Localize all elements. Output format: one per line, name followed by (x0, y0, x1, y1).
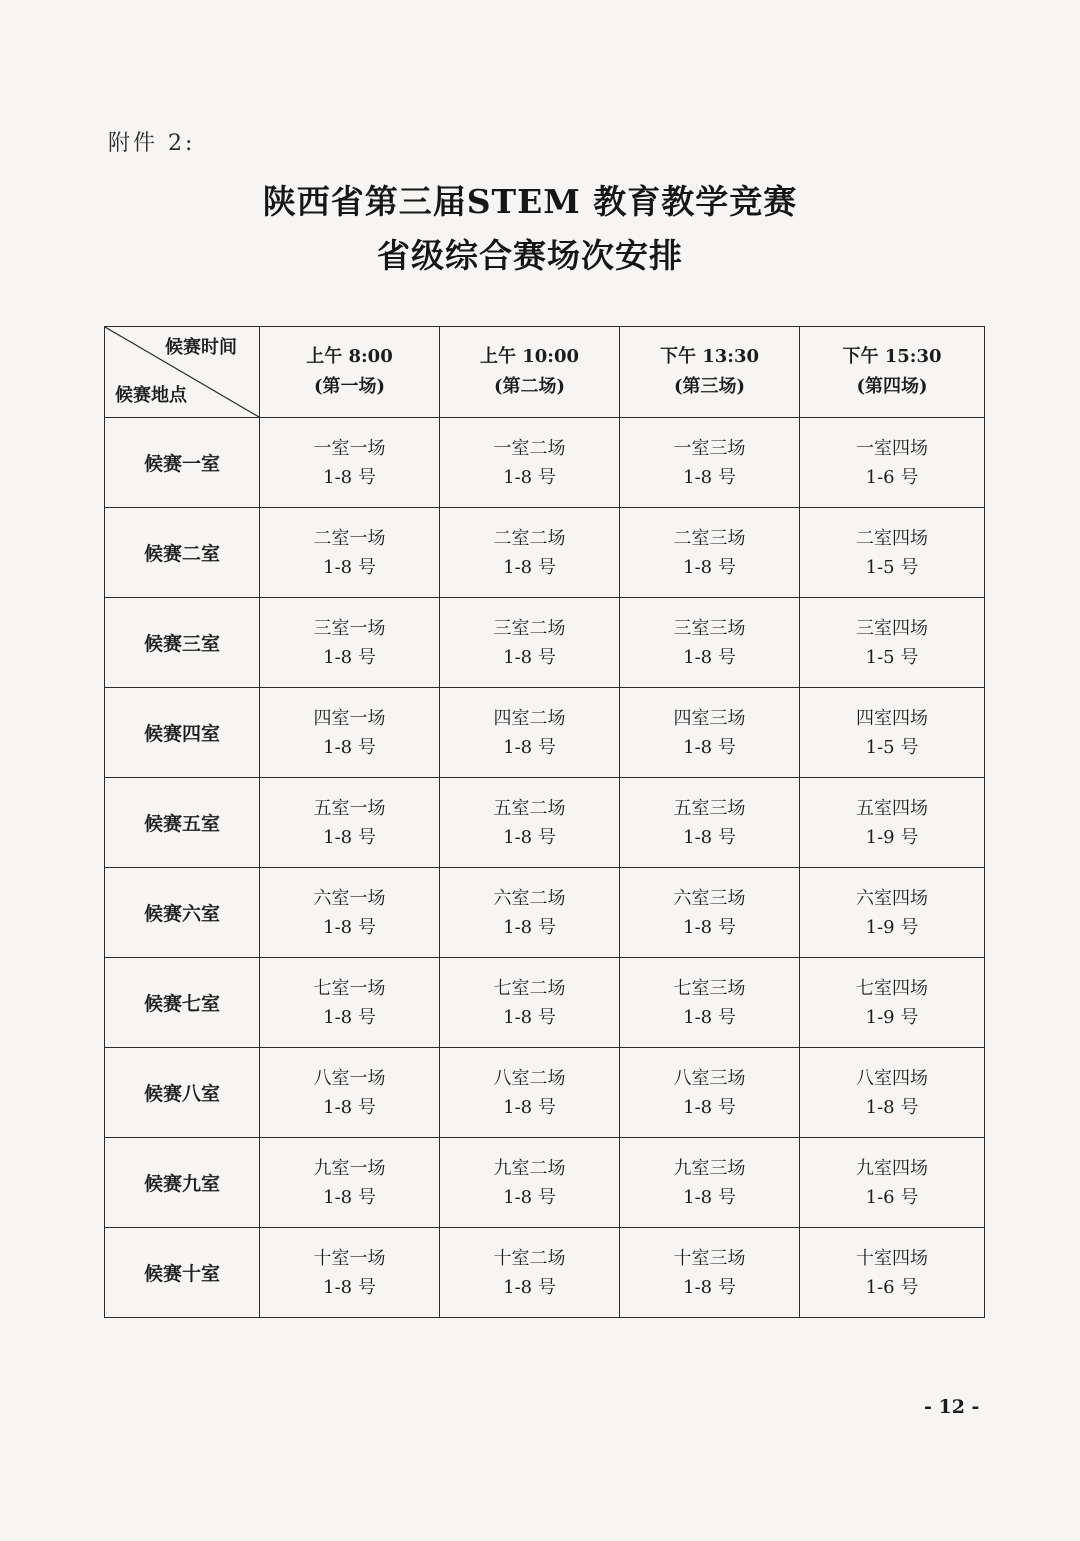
room-label: 候赛八室 (105, 1048, 260, 1138)
session-name: 十室四场 (856, 1247, 928, 1269)
session-name: 八室三场 (673, 1067, 746, 1089)
session-name: 七室一场 (313, 977, 386, 999)
number-range: 1-8 号 (683, 646, 736, 668)
schedule-cell (800, 1048, 985, 1138)
number-range: 1-8 号 (683, 466, 736, 488)
column-time: 下午 13:30 (659, 346, 759, 367)
table-row (105, 868, 985, 958)
table-row (105, 958, 985, 1048)
session-name: 七室三场 (673, 977, 746, 999)
schedule-cell (440, 418, 620, 508)
page-number: - 12 - (924, 1396, 980, 1418)
table-row (105, 778, 985, 868)
session-name: 二室二场 (493, 527, 566, 549)
column-session: (第二场) (493, 376, 566, 397)
attachment-label: 附件 2: (108, 131, 196, 156)
session-name: 八室四场 (856, 1067, 928, 1089)
column-session: (第四场) (856, 376, 928, 397)
schedule-cell (620, 598, 800, 688)
number-range: 1-8 号 (503, 916, 556, 938)
schedule-table (104, 326, 985, 1318)
number-range: 1-8 号 (323, 1276, 376, 1298)
schedule-cell (440, 508, 620, 598)
table-row (105, 1228, 985, 1318)
session-name: 一室三场 (673, 437, 746, 459)
schedule-cell (620, 1138, 800, 1228)
schedule-cell (800, 868, 985, 958)
session-name: 五室二场 (493, 797, 566, 819)
column-header (800, 327, 985, 418)
schedule-cell (260, 688, 440, 778)
column-session: (第一场) (313, 376, 386, 397)
number-range: 1-8 号 (503, 646, 556, 668)
schedule-cell (620, 868, 800, 958)
column-time: 下午 15:30 (842, 346, 942, 367)
room-label: 候赛五室 (105, 778, 260, 868)
session-name: 八室二场 (493, 1067, 566, 1089)
schedule-cell (260, 778, 440, 868)
session-name: 二室四场 (856, 527, 928, 549)
schedule-cell (260, 1228, 440, 1318)
session-name: 九室二场 (493, 1157, 566, 1179)
number-range: 1-8 号 (503, 1006, 556, 1028)
session-name: 三室三场 (673, 617, 746, 639)
schedule-cell (440, 1228, 620, 1318)
corner-time-label: 候赛时间 (165, 337, 237, 358)
session-name: 五室四场 (856, 797, 928, 819)
room-label: 候赛四室 (105, 688, 260, 778)
schedule-cell (440, 1138, 620, 1228)
schedule-cell (440, 1048, 620, 1138)
session-name: 一室二场 (493, 437, 566, 459)
schedule-cell (620, 418, 800, 508)
session-name: 四室一场 (313, 707, 386, 729)
schedule-cell (620, 1228, 800, 1318)
schedule-cell (800, 598, 985, 688)
room-label: 候赛七室 (105, 958, 260, 1048)
number-range: 1-8 号 (503, 1186, 556, 1208)
session-name: 九室三场 (673, 1157, 746, 1179)
session-name: 四室二场 (493, 707, 566, 729)
number-range: 1-8 号 (683, 1186, 736, 1208)
session-name: 五室一场 (313, 797, 386, 819)
session-name: 七室二场 (493, 977, 566, 999)
room-label: 候赛十室 (105, 1228, 260, 1318)
session-name: 六室四场 (856, 887, 928, 909)
session-name: 七室四场 (856, 977, 928, 999)
number-range: 1-8 号 (683, 1096, 736, 1118)
table-row (105, 508, 985, 598)
session-name: 十室三场 (673, 1247, 746, 1269)
number-range: 1-8 号 (323, 646, 376, 668)
schedule-cell (260, 508, 440, 598)
column-time: 上午 8:00 (306, 346, 393, 367)
number-range: 1-8 号 (865, 1096, 919, 1118)
session-name: 十室一场 (313, 1247, 386, 1269)
session-name: 十室二场 (493, 1247, 566, 1269)
room-label: 候赛一室 (105, 418, 260, 508)
number-range: 1-9 号 (865, 1006, 919, 1028)
session-name: 五室三场 (673, 797, 746, 819)
corner-header-cell (105, 327, 260, 418)
number-range: 1-5 号 (865, 736, 919, 758)
number-range: 1-8 号 (503, 556, 556, 578)
schedule-cell (800, 508, 985, 598)
number-range: 1-6 号 (865, 1186, 919, 1208)
number-range: 1-8 号 (323, 736, 376, 758)
schedule-cell (260, 598, 440, 688)
session-name: 四室三场 (673, 707, 746, 729)
schedule-cell (260, 958, 440, 1048)
number-range: 1-8 号 (683, 1006, 736, 1028)
column-header (260, 327, 440, 418)
number-range: 1-6 号 (865, 466, 919, 488)
schedule-cell (800, 418, 985, 508)
schedule-cell (800, 778, 985, 868)
schedule-cell (620, 1048, 800, 1138)
document-title: 陕西省第三届STEM 教育教学竞赛 (262, 182, 798, 221)
session-name: 三室一场 (313, 617, 386, 639)
schedule-cell (440, 598, 620, 688)
number-range: 1-8 号 (323, 1006, 376, 1028)
schedule-cell (260, 1138, 440, 1228)
number-range: 1-8 号 (503, 1276, 556, 1298)
column-header (620, 327, 800, 418)
table-row (105, 1048, 985, 1138)
number-range: 1-5 号 (865, 646, 919, 668)
session-name: 六室三场 (673, 887, 746, 909)
schedule-cell (260, 868, 440, 958)
schedule-cell (800, 1138, 985, 1228)
session-name: 二室一场 (313, 527, 386, 549)
room-label: 候赛九室 (105, 1138, 260, 1228)
session-name: 九室四场 (856, 1157, 928, 1179)
session-name: 三室二场 (493, 617, 566, 639)
number-range: 1-5 号 (865, 556, 919, 578)
column-header (440, 327, 620, 418)
number-range: 1-8 号 (323, 466, 376, 488)
schedule-cell (440, 868, 620, 958)
session-name: 九室一场 (313, 1157, 386, 1179)
number-range: 1-8 号 (683, 916, 736, 938)
schedule-cell (620, 688, 800, 778)
number-range: 1-8 号 (503, 826, 556, 848)
number-range: 1-8 号 (503, 736, 556, 758)
column-session: (第三场) (673, 376, 746, 397)
number-range: 1-8 号 (323, 1096, 376, 1118)
number-range: 1-9 号 (865, 826, 919, 848)
schedule-cell (260, 1048, 440, 1138)
corner-location-label: 候赛地点 (115, 385, 187, 406)
schedule-cell (620, 778, 800, 868)
number-range: 1-8 号 (683, 826, 736, 848)
session-name: 二室三场 (673, 527, 746, 549)
session-name: 六室一场 (313, 887, 386, 909)
table-row (105, 688, 985, 778)
number-range: 1-6 号 (865, 1276, 919, 1298)
schedule-cell (620, 508, 800, 598)
document-subtitle: 省级综合赛场次安排 (377, 236, 683, 275)
table-row (105, 598, 985, 688)
session-name: 六室二场 (493, 887, 566, 909)
room-label: 候赛六室 (105, 868, 260, 958)
number-range: 1-8 号 (323, 826, 376, 848)
schedule-cell (800, 958, 985, 1048)
number-range: 1-8 号 (683, 1276, 736, 1298)
session-name: 三室四场 (856, 617, 928, 639)
number-range: 1-8 号 (323, 556, 376, 578)
table-row (105, 1138, 985, 1228)
schedule-cell (800, 1228, 985, 1318)
number-range: 1-8 号 (683, 736, 736, 758)
number-range: 1-8 号 (503, 1096, 556, 1118)
header-row (105, 327, 985, 418)
session-name: 一室一场 (313, 437, 386, 459)
room-label: 候赛三室 (105, 598, 260, 688)
column-time: 上午 10:00 (479, 346, 579, 367)
schedule-cell (440, 958, 620, 1048)
room-label: 候赛二室 (105, 508, 260, 598)
number-range: 1-8 号 (503, 466, 556, 488)
number-range: 1-9 号 (865, 916, 919, 938)
number-range: 1-8 号 (323, 1186, 376, 1208)
schedule-cell (440, 688, 620, 778)
schedule-cell (620, 958, 800, 1048)
schedule-cell (800, 688, 985, 778)
number-range: 1-8 号 (323, 916, 376, 938)
table-row (105, 418, 985, 508)
schedule-cell (440, 778, 620, 868)
session-name: 八室一场 (313, 1067, 386, 1089)
session-name: 四室四场 (856, 707, 928, 729)
session-name: 一室四场 (856, 437, 928, 459)
number-range: 1-8 号 (683, 556, 736, 578)
schedule-cell (260, 418, 440, 508)
